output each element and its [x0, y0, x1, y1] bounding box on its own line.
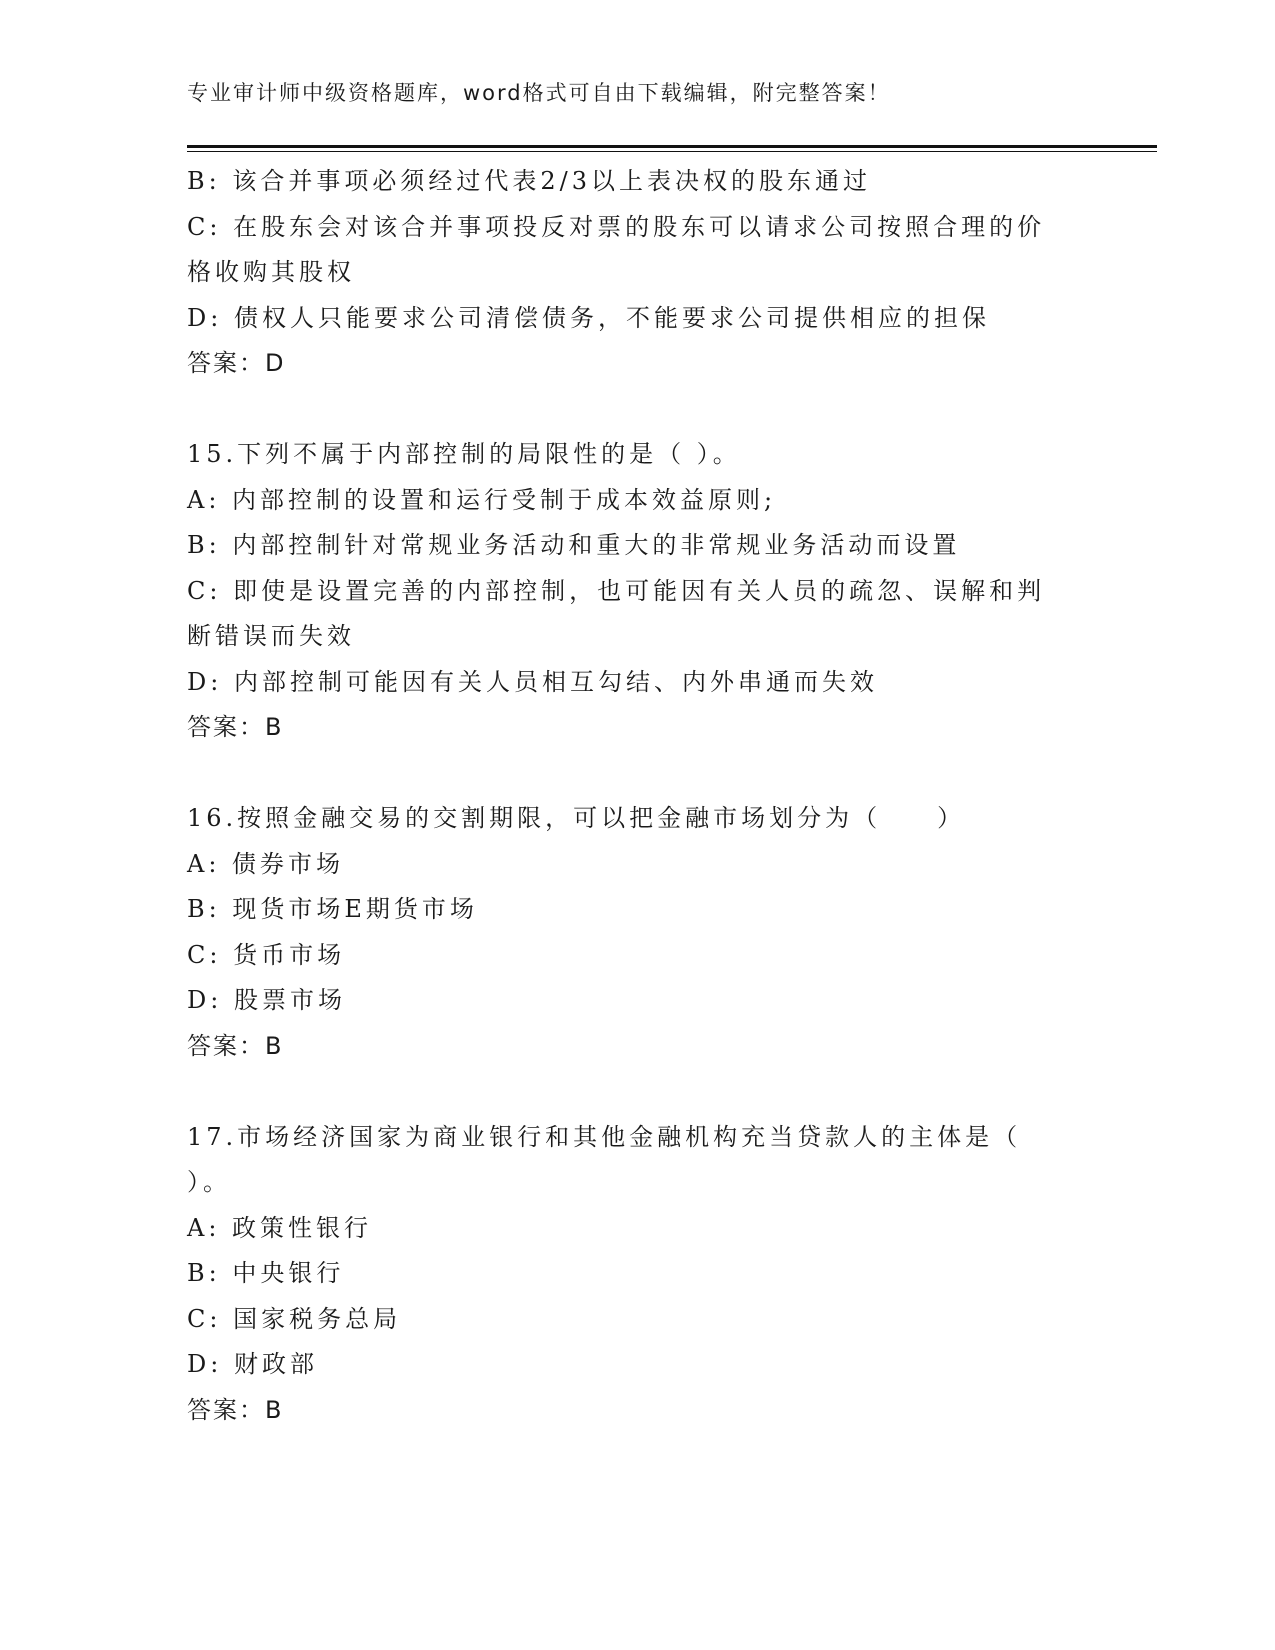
option-c-continued: 格收购其股权 — [187, 258, 355, 286]
question-17 — [187, 1115, 1087, 1434]
option-c: C: 在股东会对该合并事项投反对票的股东可以请求公司按照合理的价 — [187, 212, 1046, 241]
question-14-tail — [187, 159, 1087, 387]
answer: 答案：B — [187, 1395, 284, 1424]
question-15 — [187, 432, 1087, 751]
spacer — [187, 751, 1087, 797]
question-text-continued: ）。 — [187, 1168, 231, 1196]
option-b: B: 该合并事项必须经过代表2/3以上表决权的股东通过 — [187, 167, 871, 195]
option-c: C: 货币市场 — [187, 940, 346, 969]
answer: 答案：B — [187, 1031, 284, 1060]
header-rule-thin — [187, 151, 1157, 152]
answer: 答案：D — [187, 349, 286, 377]
option-d: D: 内部控制可能因有关人员相互勾结、内外串通而失效 — [187, 667, 878, 696]
answer: 答案：B — [187, 713, 284, 741]
option-c-continued: 断错误而失效 — [187, 622, 355, 650]
page-header: 专业审计师中级资格题库，word格式可自由下载编辑，附完整答案！ — [187, 81, 891, 105]
option-a: A: 政策性银行 — [187, 1213, 373, 1242]
option-c: C: 国家税务总局 — [187, 1304, 402, 1333]
spacer — [187, 1069, 1087, 1115]
option-b: B: 内部控制针对常规业务活动和重大的非常规业务活动而设置 — [187, 531, 961, 559]
option-a: A: 债券市场 — [187, 849, 345, 878]
option-b: B: 现货市场E期货市场 — [187, 895, 478, 923]
spacer — [187, 387, 1087, 433]
option-c: C: 即使是设置完善的内部控制，也可能因有关人员的疏忽、误解和判 — [187, 576, 1046, 605]
option-d: D: 债权人只能要求公司清偿债务，不能要求公司提供相应的担保 — [187, 303, 990, 332]
question-text: 15.下列不属于内部控制的局限性的是（ ）。 — [187, 440, 741, 468]
question-text: 17.市场经济国家为商业银行和其他金融机构充当贷款人的主体是（ — [187, 1122, 1022, 1151]
option-a: A: 内部控制的设置和运行受制于成本效益原则; — [187, 485, 777, 514]
option-d: D: 股票市场 — [187, 986, 346, 1014]
option-b: B: 中央银行 — [187, 1259, 345, 1287]
option-d: D: 财政部 — [187, 1350, 318, 1378]
question-16 — [187, 796, 1087, 1069]
question-text: 16.按照金融交易的交割期限，可以把金融市场划分为（ ） — [187, 804, 966, 832]
header-rule-thick — [187, 145, 1157, 148]
question-content — [187, 159, 1087, 1433]
